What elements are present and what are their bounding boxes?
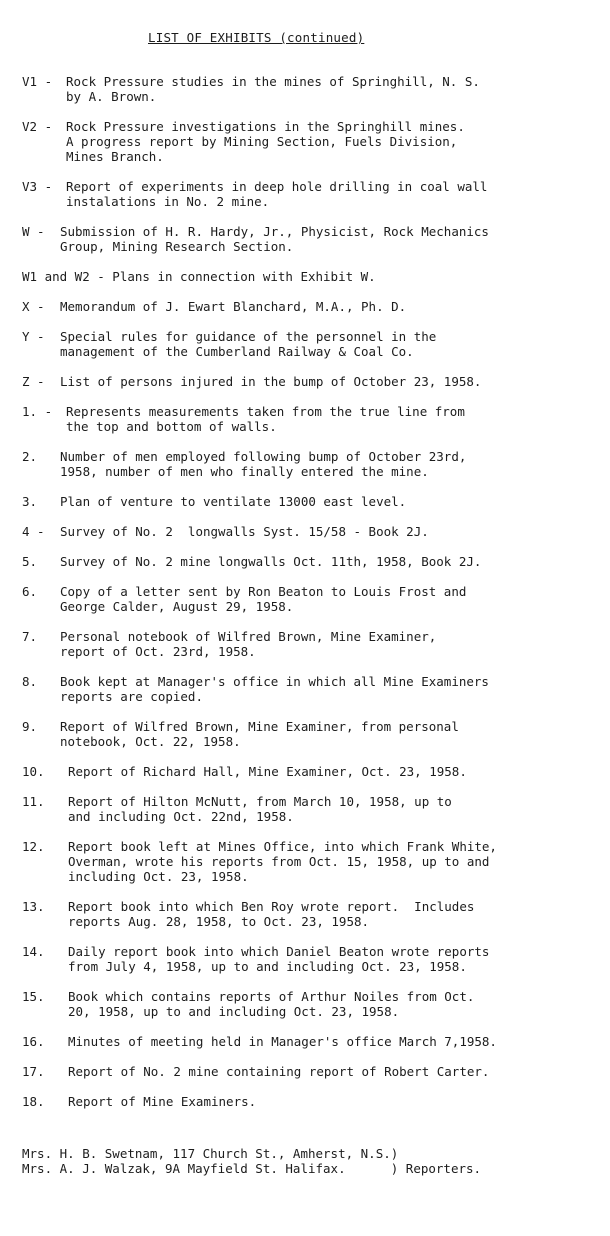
exhibit-v2 <box>22 119 602 164</box>
exhibit-list <box>22 74 602 1124</box>
exhibit-description: W1 and W2 - Plans in connection with Exhibit W. <box>22 269 376 284</box>
exhibit-description: Represents measurements taken from the true line from the top and bottom of walls. <box>66 404 465 434</box>
exhibit-4 <box>22 524 602 539</box>
exhibit-description: List of persons injured in the bump of October 23, 1958. <box>60 374 482 389</box>
exhibit-6 <box>22 584 602 614</box>
exhibit-description: Copy of a letter sent by Ron Beaton to Louis Frost and George Calder, August 29, 1958. <box>60 584 467 614</box>
exhibit-2 <box>22 449 602 479</box>
exhibit-description: Rock Pressure investigations in the Springhill mines. A progress report by Mining Section, Fuels Division, Mines Branch. <box>66 119 465 164</box>
exhibit-label: 17. <box>22 1064 45 1079</box>
exhibit-13 <box>22 899 602 929</box>
exhibit-10 <box>22 764 602 779</box>
exhibit-16 <box>22 1034 602 1049</box>
exhibit-description: Submission of H. R. Hardy, Jr., Physicist, Rock Mechanics Group, Mining Research Section. <box>60 224 489 254</box>
exhibit-description: Survey of No. 2 mine longwalls Oct. 11th, 1958, Book 2J. <box>60 554 482 569</box>
exhibit-label: Y - <box>22 329 53 344</box>
exhibit-description: Book kept at Manager's office in which all Mine Examiners reports are copied. <box>60 674 489 704</box>
exhibit-description: Survey of No. 2 longwalls Syst. 15/58 - Book 2J. <box>60 524 429 539</box>
exhibit-description: Report of Richard Hall, Mine Examiner, Oct. 23, 1958. <box>68 764 467 779</box>
exhibit-w <box>22 224 602 254</box>
exhibit-v3 <box>22 179 602 209</box>
page-title: LIST OF EXHIBITS (continued) <box>148 30 365 45</box>
exhibit-description: Report of Mine Examiners. <box>68 1094 257 1109</box>
exhibit-label: V1 - <box>22 74 60 89</box>
exhibit-5 <box>22 554 602 569</box>
exhibit-3 <box>22 494 602 509</box>
exhibit-label: 15. <box>22 989 45 1004</box>
exhibit-description: Minutes of meeting held in Manager's office March 7,1958. <box>68 1034 497 1049</box>
exhibit-description: Number of men employed following bump of October 23rd, 1958, number of men who finally entered the mine. <box>60 449 467 479</box>
exhibit-description: Report book left at Mines Office, into which Frank White, Overman, wrote his reports from Oct. 15, 1958, up to and including Oct. 23, 1958. <box>68 839 497 884</box>
exhibit-11 <box>22 794 602 824</box>
exhibit-z <box>22 374 602 389</box>
exhibit-description: Plan of venture to ventilate 13000 east level. <box>60 494 407 509</box>
exhibit-label: 11. <box>22 794 45 809</box>
exhibit-label: 18. <box>22 1094 45 1109</box>
exhibit-description: Report of No. 2 mine containing report of Robert Carter. <box>68 1064 490 1079</box>
exhibit-12 <box>22 839 602 884</box>
exhibit-v1 <box>22 74 602 104</box>
exhibit-14 <box>22 944 602 974</box>
exhibit-description: Daily report book into which Daniel Beaton wrote reports from July 4, 1958, up to and including Oct. 23, 1958. <box>68 944 490 974</box>
exhibit-17 <box>22 1064 602 1079</box>
exhibit-15 <box>22 989 602 1019</box>
exhibit-y <box>22 329 602 359</box>
exhibit-label: V2 - <box>22 119 60 134</box>
exhibit-label: W - <box>22 224 53 239</box>
exhibit-label: 10. <box>22 764 45 779</box>
exhibit-description: Rock Pressure studies in the mines of Springhill, N. S. by A. Brown. <box>66 74 480 104</box>
exhibit-label: 7. <box>22 629 38 644</box>
exhibit-label: 3. <box>22 494 38 509</box>
exhibit-description: Book which contains reports of Arthur Noiles from Oct. 20, 1958, up to and including Oct. 23, 1958. <box>68 989 475 1019</box>
exhibit-description: Report of Hilton McNutt, from March 10, 1958, up to and including Oct. 22nd, 1958. <box>68 794 452 824</box>
exhibit-label: 12. <box>22 839 45 854</box>
reporter-line-2: Mrs. A. J. Walzak, 9A Mayfield St. Halifax. ) Reporters. <box>22 1161 482 1176</box>
exhibit-label: 13. <box>22 899 45 914</box>
exhibit-label: 4 - <box>22 524 53 539</box>
reporters-block <box>22 1146 607 1176</box>
exhibit-label: 8. <box>22 674 38 689</box>
exhibit-label: 14. <box>22 944 45 959</box>
exhibit-description: Memorandum of J. Ewart Blanchard, M.A., Ph. D. <box>60 299 407 314</box>
exhibit-label: V3 - <box>22 179 60 194</box>
exhibit-7 <box>22 629 602 659</box>
exhibit-w1-w2 <box>22 269 602 284</box>
exhibit-description: Report book into which Ben Roy wrote report. Includes reports Aug. 28, 1958, to Oct. 23, 1958. <box>68 899 475 929</box>
exhibit-label: 2. <box>22 449 38 464</box>
exhibit-8 <box>22 674 602 704</box>
exhibit-description: Report of experiments in deep hole drilling in coal wall instalations in No. 2 mine. <box>66 179 488 209</box>
exhibit-x <box>22 299 602 314</box>
exhibit-description: Report of Wilfred Brown, Mine Examiner, from personal notebook, Oct. 22, 1958. <box>60 719 459 749</box>
exhibit-1 <box>22 404 602 434</box>
exhibit-label: 9. <box>22 719 38 734</box>
exhibit-label: 16. <box>22 1034 45 1049</box>
exhibit-label: 1. - <box>22 404 60 419</box>
exhibit-description: Special rules for guidance of the personnel in the management of the Cumberland Railway & Coal Co. <box>60 329 437 359</box>
exhibit-description: Personal notebook of Wilfred Brown, Mine Examiner, report of Oct. 23rd, 1958. <box>60 629 437 659</box>
exhibit-label: Z - <box>22 374 53 389</box>
exhibit-9 <box>22 719 602 749</box>
exhibit-label: 6. <box>22 584 38 599</box>
reporter-line-1: Mrs. H. B. Swetnam, 117 Church St., Amherst, N.S.) <box>22 1146 399 1161</box>
exhibit-label: X - <box>22 299 53 314</box>
exhibit-18 <box>22 1094 602 1109</box>
exhibit-label: 5. <box>22 554 38 569</box>
